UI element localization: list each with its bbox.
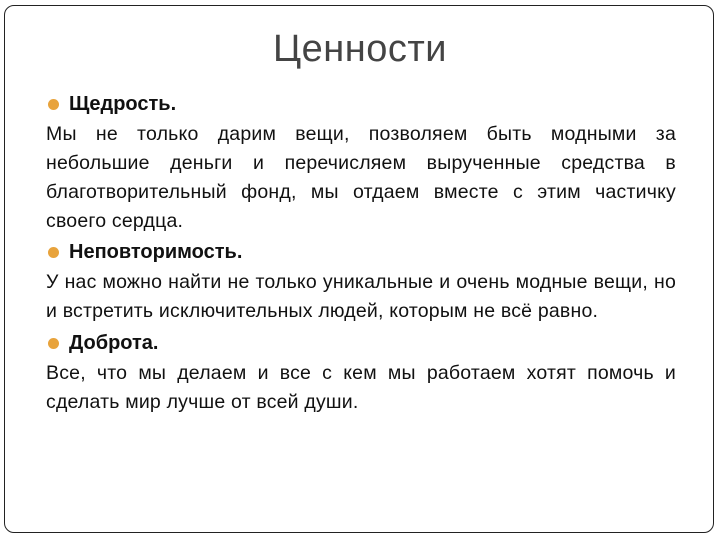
bullet-dot-icon [48,99,59,110]
bullet-heading-uniqueness [48,236,676,268]
bullet-heading-kindness [48,327,676,359]
slide-title: Ценности [273,28,447,70]
paragraph-generosity: Мы не только дарим вещи, позволяем быть модными за небольшие деньги и перечисляем вырученные средства в благотворительный фонд, мы отдаем вместе с этим частичку своего сердца. [46,123,676,232]
paragraph-uniqueness: У нас можно найти не только уникальные и очень модные вещи, но и встретить исключительных людей, которым не всё равно. [46,271,676,322]
heading-text: Неповторимость. [69,241,243,263]
heading-text: Щедрость. [69,93,177,115]
slide-content [46,88,676,417]
bullet-dot-icon [48,338,59,349]
heading-text: Доброта. [69,332,159,354]
paragraph-kindness: Все, что мы делаем и все с кем мы работаем хотят помочь и сделать мир лучше от всей души. [46,362,676,413]
bullet-dot-icon [48,247,59,258]
bullet-heading-generosity [48,88,676,120]
